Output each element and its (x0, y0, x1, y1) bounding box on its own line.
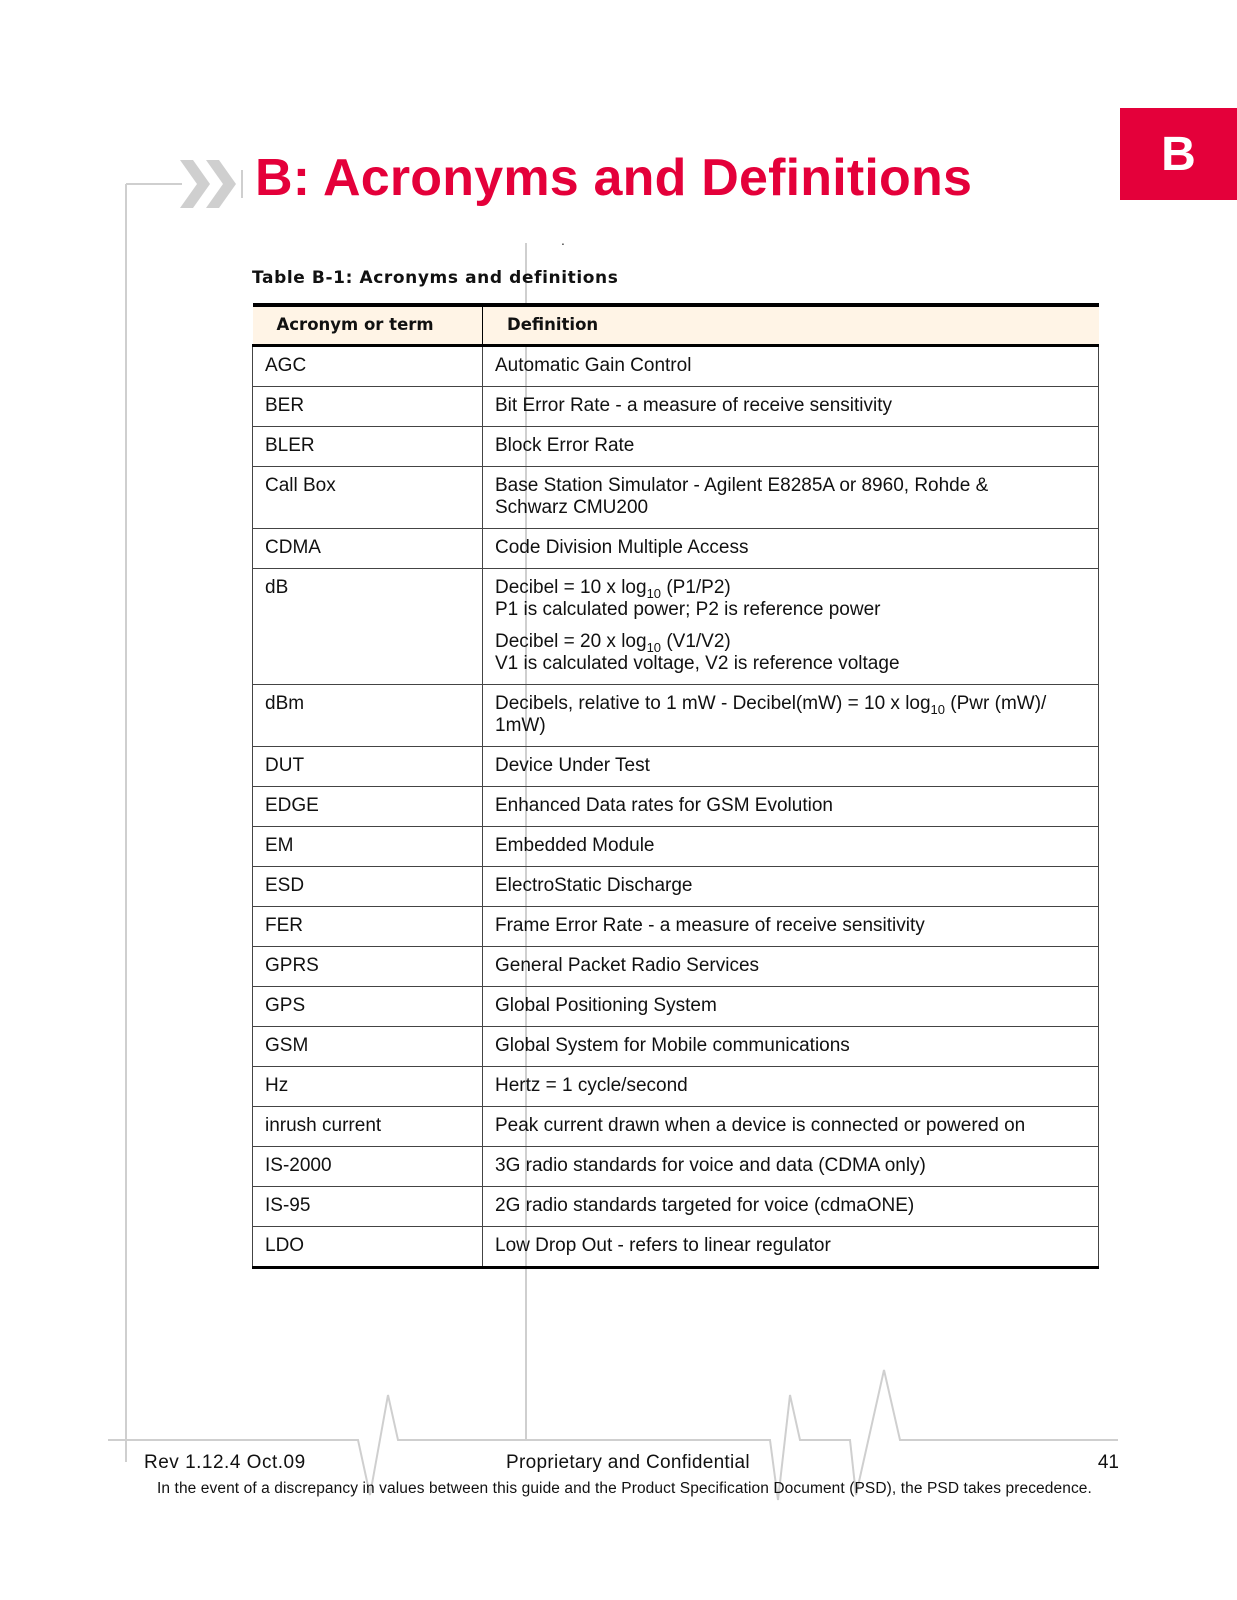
table-header-row (253, 305, 1099, 346)
table-row (253, 427, 1099, 467)
table-row (253, 467, 1099, 529)
term-cell: Call Box (253, 467, 483, 529)
definition-line: Global Positioning System (495, 995, 717, 1016)
definition-line: Schwarz CMU200 (495, 497, 649, 518)
term-cell: GSM (253, 1027, 483, 1067)
formula-text: (P1/P2) (661, 577, 731, 598)
definition-cell (483, 947, 1099, 987)
definition-cell (483, 685, 1099, 747)
column-header-definition: Definition (483, 305, 1099, 346)
table-row (253, 747, 1099, 787)
definition-cell (483, 787, 1099, 827)
stray-mark: . (561, 232, 565, 248)
definition-cell (483, 1027, 1099, 1067)
term-cell: EDGE (253, 787, 483, 827)
table-row (253, 827, 1099, 867)
term-cell: Hz (253, 1067, 483, 1107)
footer-confidentiality: Proprietary and Confidential (506, 1452, 750, 1473)
term-cell: EM (253, 827, 483, 867)
definition-line (495, 631, 1086, 653)
term-cell: dB (253, 569, 483, 685)
paragraph-gap (495, 621, 1086, 631)
definition-line: Bit Error Rate - a measure of receive sensitivity (495, 395, 893, 416)
definition-cell (483, 467, 1099, 529)
table-row (253, 387, 1099, 427)
term-cell: AGC (253, 346, 483, 387)
definition-line: 3G radio standards for voice and data (CDMA only) (495, 1155, 926, 1176)
definition-cell (483, 907, 1099, 947)
definition-line: Hertz = 1 cycle/second (495, 1075, 688, 1096)
term-cell: ESD (253, 867, 483, 907)
term-cell: CDMA (253, 529, 483, 569)
formula-subscript: 10 (930, 702, 946, 717)
definition-cell (483, 427, 1099, 467)
formula-text: Decibels, relative to 1 mW - Decibel(mW) = 10 x log (495, 693, 931, 714)
formula-text: (V1/V2) (661, 631, 731, 652)
formula-text: Decibel = 10 x log (495, 577, 647, 598)
definition-line: Automatic Gain Control (495, 355, 692, 376)
term-cell: GPS (253, 987, 483, 1027)
chapter-tab (1120, 108, 1237, 200)
term-cell: IS-2000 (253, 1147, 483, 1187)
definition-line: Base Station Simulator - Agilent E8285A or 8960, Rohde & (495, 475, 989, 496)
footer-page-number: 41 (1097, 1452, 1119, 1473)
term-cell: IS-95 (253, 1187, 483, 1227)
table-row (253, 907, 1099, 947)
definition-line: Block Error Rate (495, 435, 635, 456)
table-row (253, 1147, 1099, 1187)
formula-text: Decibel = 20 x log (495, 631, 647, 652)
chapter-tab-letter: B (1161, 127, 1196, 181)
definition-cell (483, 747, 1099, 787)
definition-cell (483, 529, 1099, 569)
definition-cell (483, 1067, 1099, 1107)
chevron-arrows-icon (180, 160, 236, 208)
term-cell: LDO (253, 1227, 483, 1268)
definition-line: Code Division Multiple Access (495, 537, 749, 558)
definition-cell (483, 346, 1099, 387)
definition-line: V1 is calculated voltage, V2 is reference voltage (495, 653, 900, 674)
term-cell: BER (253, 387, 483, 427)
footer-note: In the event of a discrepancy in values between this guide and the Product Specification Document (PSD), the PSD takes precedence. (157, 1480, 1092, 1497)
column-header-term: Acronym or term (253, 305, 483, 346)
definition-line: Enhanced Data rates for GSM Evolution (495, 795, 833, 816)
definition-cell (483, 867, 1099, 907)
table-row (253, 987, 1099, 1027)
definition-cell (483, 827, 1099, 867)
table-row (253, 1067, 1099, 1107)
table-row (253, 1227, 1099, 1268)
formula-subscript: 10 (646, 640, 662, 655)
definition-line: Global System for Mobile communications (495, 1035, 850, 1056)
table-row (253, 685, 1099, 747)
definition-cell (483, 569, 1099, 685)
definition-cell (483, 387, 1099, 427)
definition-line: 1mW) (495, 715, 546, 736)
term-cell: FER (253, 907, 483, 947)
definition-line: General Packet Radio Services (495, 955, 760, 976)
table-caption: Table B-1: Acronyms and definitions (252, 268, 619, 288)
definition-line (495, 577, 1086, 599)
definition-line: Low Drop Out - refers to linear regulator (495, 1235, 831, 1256)
table-row (253, 1027, 1099, 1067)
table-row (253, 346, 1099, 387)
formula-subscript: 10 (646, 586, 662, 601)
definition-line: Device Under Test (495, 755, 650, 776)
table-row (253, 787, 1099, 827)
term-cell: GPRS (253, 947, 483, 987)
table-body (253, 346, 1099, 1268)
definition-cell (483, 1187, 1099, 1227)
term-cell: DUT (253, 747, 483, 787)
definition-line: Peak current drawn when a device is connected or powered on (495, 1115, 1026, 1136)
table-row (253, 1107, 1099, 1147)
definition-line (495, 693, 1086, 715)
formula-text: (Pwr (mW)/ (945, 693, 1047, 714)
table-row (253, 1187, 1099, 1227)
definition-line: ElectroStatic Discharge (495, 875, 693, 896)
table-row (253, 569, 1099, 685)
table-row (253, 947, 1099, 987)
definition-line: 2G radio standards targeted for voice (cdmaONE) (495, 1195, 915, 1216)
table-row (253, 529, 1099, 569)
term-cell: BLER (253, 427, 483, 467)
definition-line: Frame Error Rate - a measure of receive sensitivity (495, 915, 925, 936)
table-row (253, 867, 1099, 907)
chapter-title: B: Acronyms and Definitions (255, 149, 973, 207)
definition-cell (483, 1147, 1099, 1187)
definition-line: P1 is calculated power; P2 is reference power (495, 599, 881, 620)
definition-line: Embedded Module (495, 835, 655, 856)
acronyms-table (252, 303, 1099, 1269)
definition-cell (483, 1107, 1099, 1147)
term-cell: inrush current (253, 1107, 483, 1147)
footer-revision: Rev 1.12.4 Oct.09 (144, 1452, 306, 1473)
term-cell: dBm (253, 685, 483, 747)
definition-cell (483, 987, 1099, 1027)
definition-cell (483, 1227, 1099, 1268)
